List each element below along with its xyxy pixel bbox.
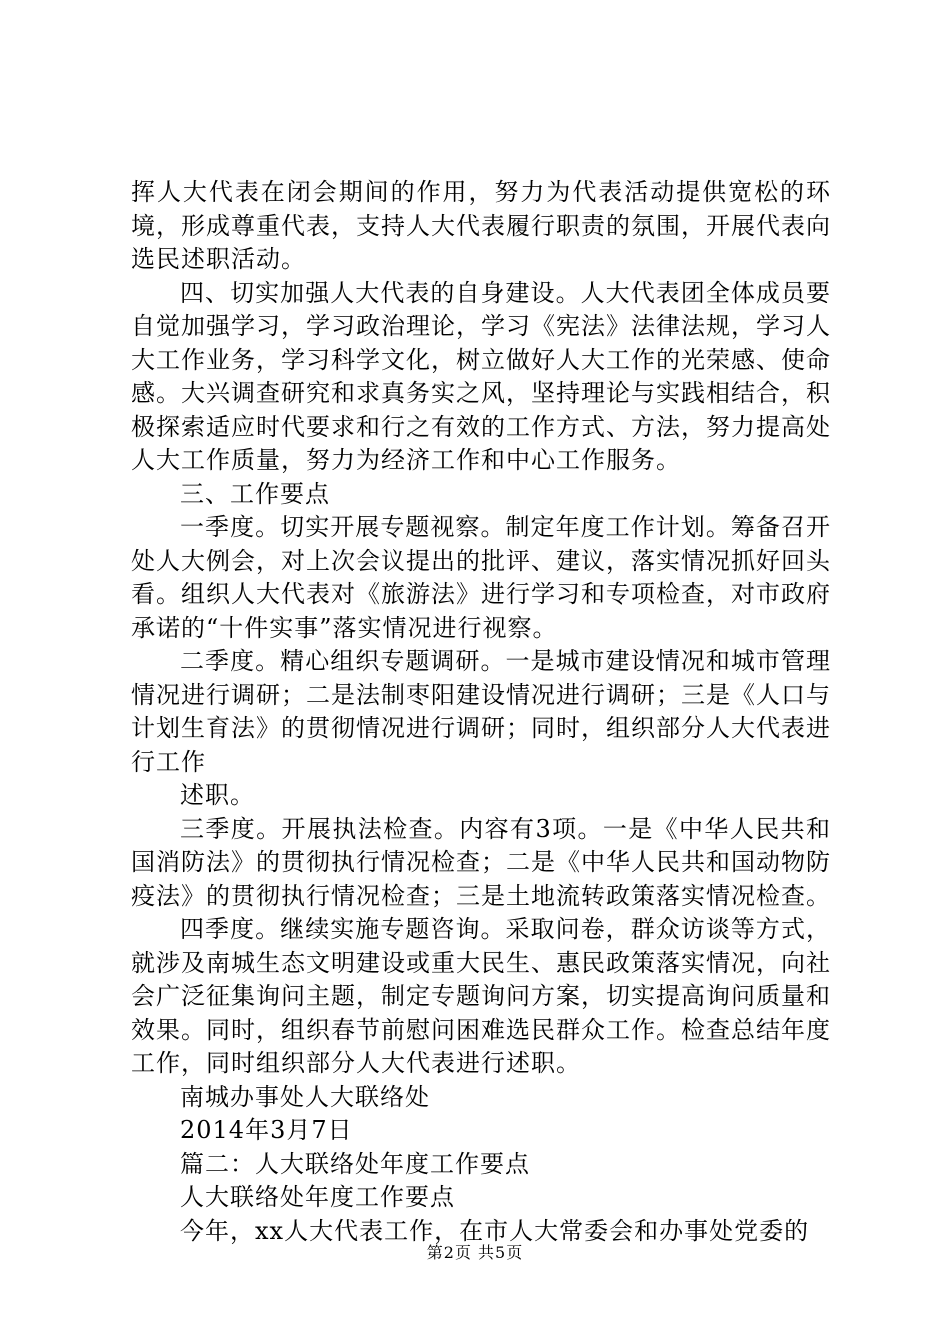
paragraph-2: 四、切实加强人大代表的自身建设。人大代表团全体成员要自觉加强学习，学习政治理论，学习《宪法》法律法规，学习人大工作业务，学习科学文化，树立做好人大工作的光荣感、使命感。大兴调查研究和求真务实之风，坚持理论与实践相结合，积极探索适应时代要求和行之有效的工作方式、方法，努力提高处人大工作质量，努力为经济工作和中心工作服务。 [131, 278, 831, 474]
paragraph-1: 挥人大代表在闭会期间的作用，努力为代表活动提供宽松的环境，形成尊重代表，支持人大代表履行职责的氛围，开展代表向选民述职活动。 [131, 178, 831, 273]
page-number-footer: 第2页 共5页 [426, 1243, 524, 1262]
signature-date: 2014年3月7日 [180, 1116, 353, 1144]
paragraph-intro: 今年，xx人大代表工作，在市人大常委会和办事处党委的 [180, 1216, 810, 1245]
paragraph-q2: 二季度。精心组织专题调研。一是城市建设情况和城市管理情况进行调研；二是法制枣阳建设情况进行调研；三是《人口与计划生育法》的贯彻情况进行调研；同时，组织部分人大代表进行工作 [131, 647, 831, 776]
chapter-subtitle: 人大联络处年度工作要点 [180, 1183, 455, 1211]
paragraph-q1: 一季度。切实开展专题视察。制定年度工作计划。筹备召开处人大例会，对上次会议提出的批评、建议，落实情况抓好回头看。组织人大代表对《旅游法》进行学习和专项检查，对市政府承诺的“十件实事”落实情况进行视察。 [131, 513, 831, 642]
paragraph-q4: 四季度。继续实施专题咨询。采取问卷，群众访谈等方式，就涉及南城生态文明建设或重大民生、惠民政策落实情况，向社会广泛征集询问主题，制定专题询问方案，切实提高询问质量和效果。同时，组织春节前慰问困难选民群众工作。检查总结年度工作，同时组织部分人大代表进行述职。 [131, 915, 831, 1077]
paragraph-q3: 三季度。开展执法检查。内容有3项。一是《中华人民共和国消防法》的贯彻执行情况检查；二是《中华人民共和国动物防疫法》的贯彻执行情况检查；三是土地流转政策落实情况检查。 [131, 814, 831, 910]
paragraph-q2-tail: 述职。 [180, 781, 255, 809]
signature-organization: 南城办事处人大联络处 [180, 1082, 430, 1111]
section-heading: 三、工作要点 [180, 479, 330, 508]
document-body [131, 176, 831, 1248]
chapter-title: 篇二：人大联络处年度工作要点 [180, 1149, 530, 1178]
